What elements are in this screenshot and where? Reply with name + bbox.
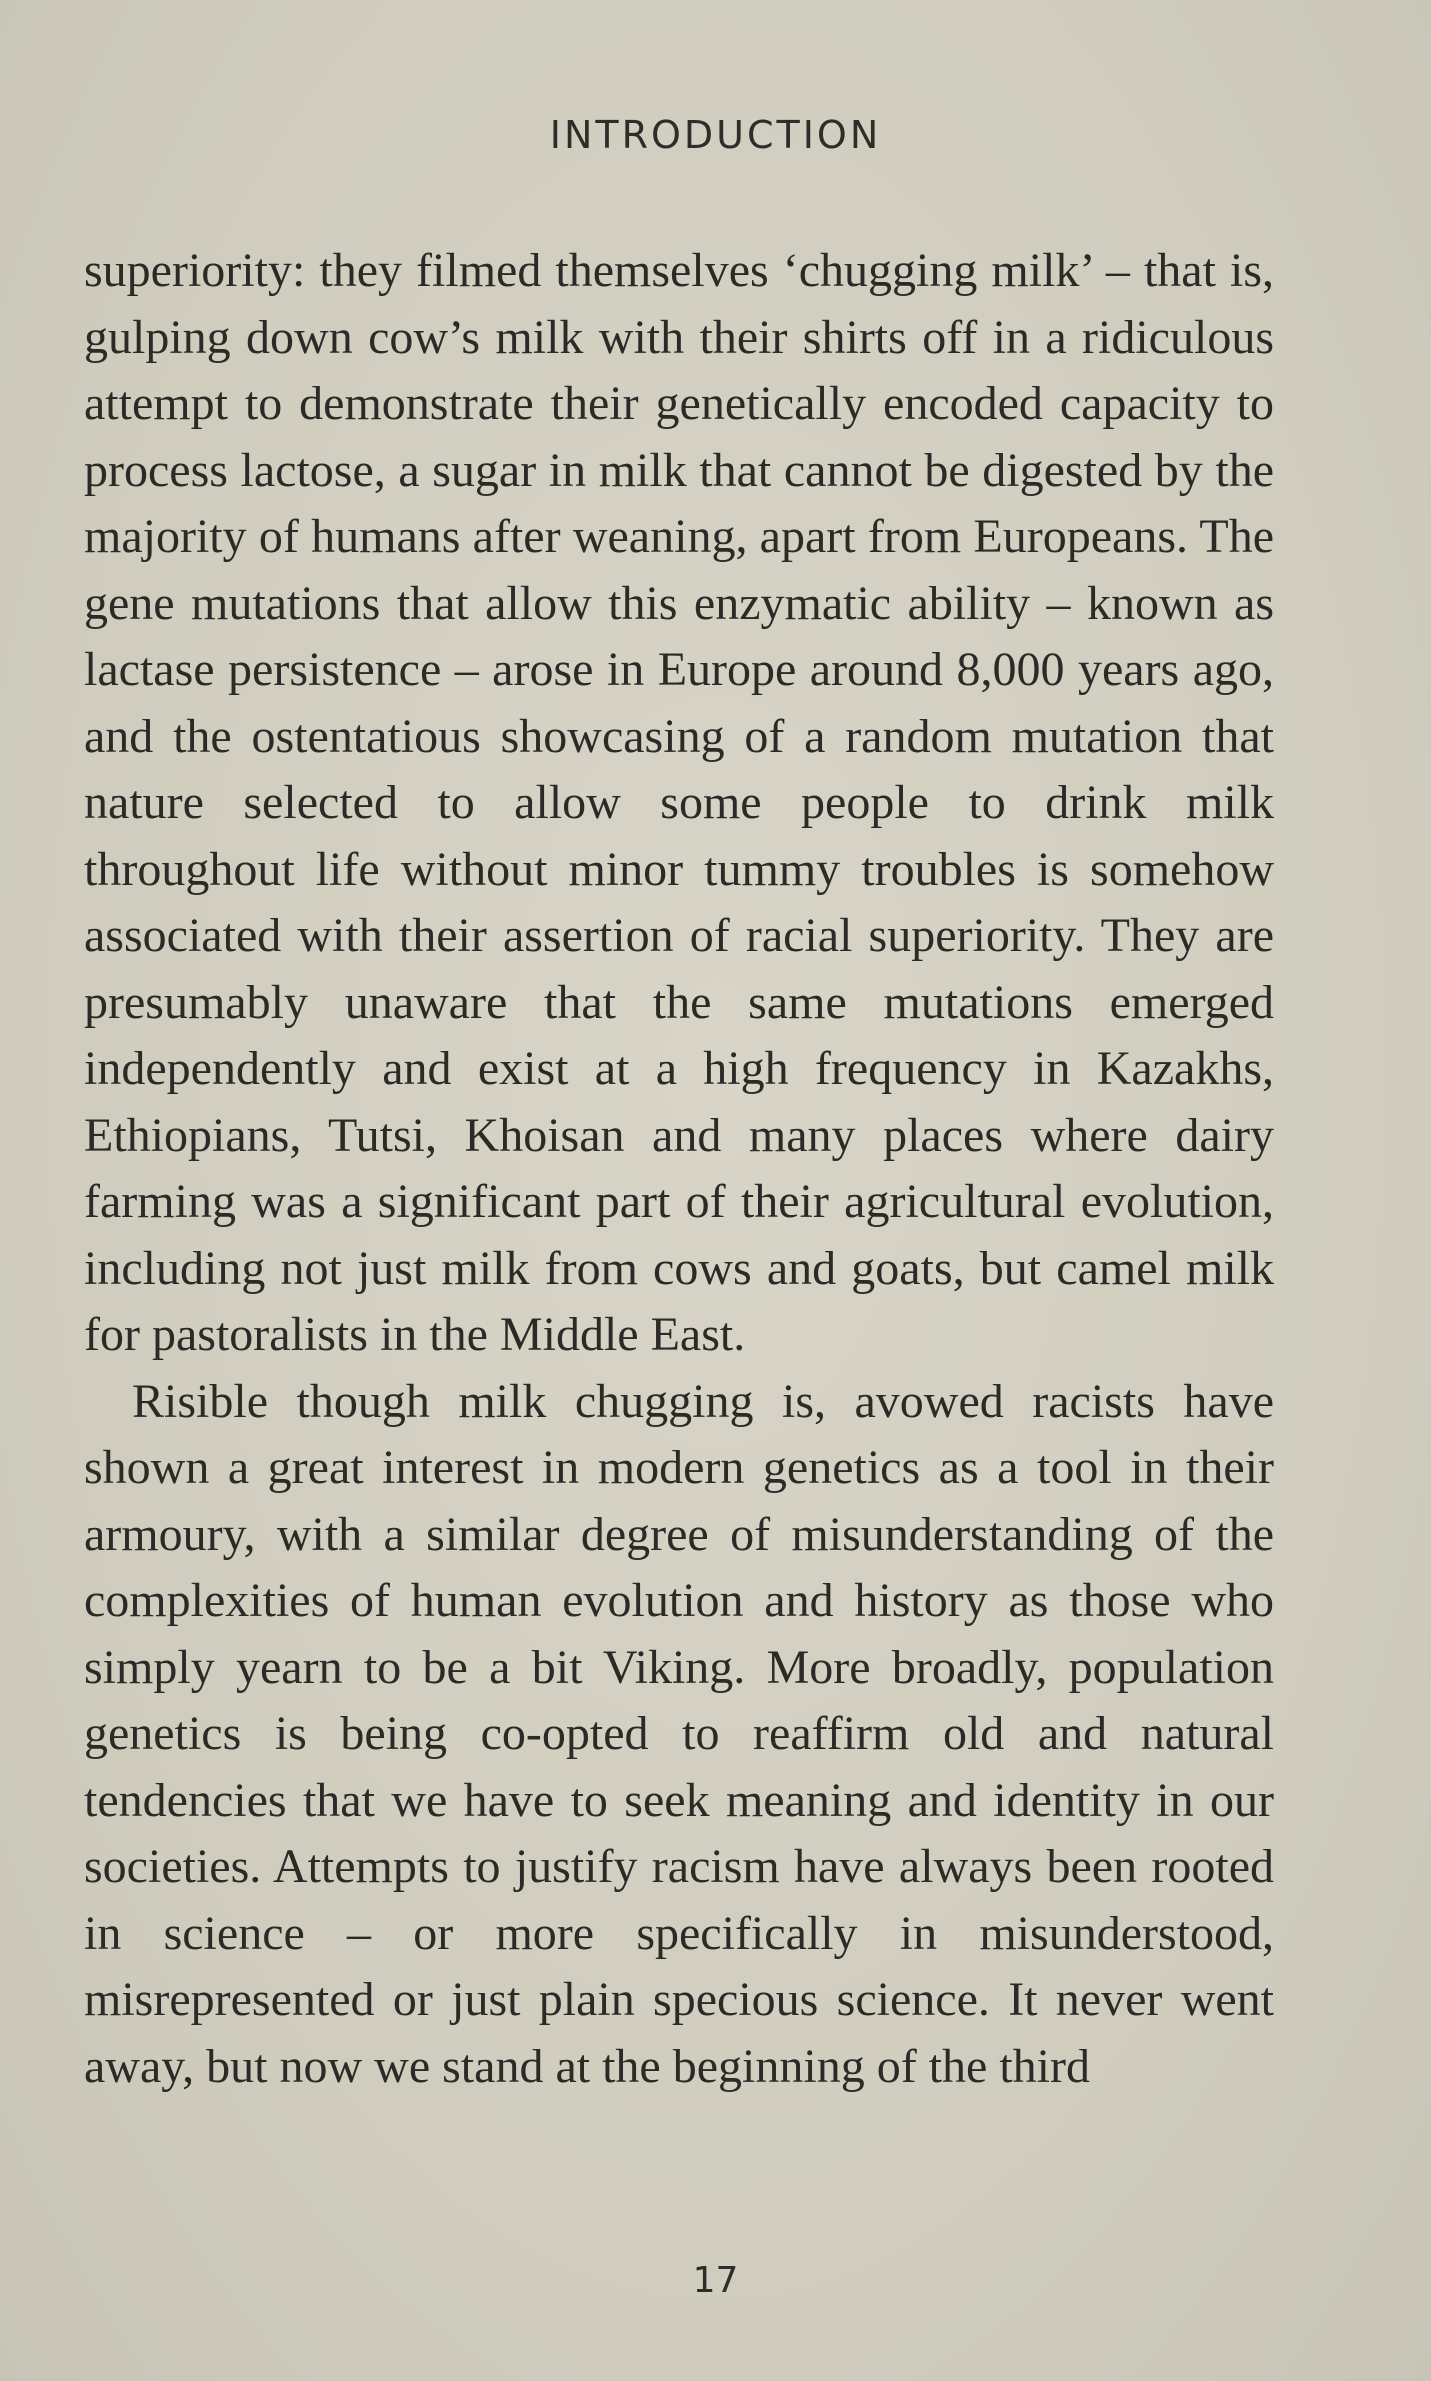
body-text <box>84 238 1274 2100</box>
paragraph-1: superiority: they filmed themselves ‘chugging milk’ – that is, gulping down cow’s milk with their shirts off in a ridiculous attempt to demonstrate their genetically encoded capacity to process lactose, a sugar in milk that cannot be digested by the majority of humans after weaning, apart from Europeans. The gene mutations that allow this enzymatic ability – known as lactase persistence – arose in Europe around 8,000 years ago, and the ostentatious showcasing of a random mutation that nature selected to allow some people to drink milk throughout life without minor tummy troubles is somehow associated with their assertion of racial superiority. They are presumably unaware that the same mutations emerged independently and exist at a high frequency in Kazakhs, Ethiopians, Tutsi, Khoisan and many places where dairy farming was a significant part of their agricultural evolution, including not just milk from cows and goats, but camel milk for pastoralists in the Middle East. <box>84 244 1274 1361</box>
running-head: INTRODUCTION <box>549 113 882 157</box>
paragraph-2: Risible though milk chugging is, avowed racists have shown a great interest in modern genetics as a tool in their armoury, with a similar degree of misunderstanding of the complexities of human evolution and history as those who simply yearn to be a bit Viking. More broadly, population genetics is being co-opted to reaffirm old and natural tendencies that we have to seek meaning and identity in our societies. Attempts to justify racism have always been rooted in science – or more specifically in misunderstood, misrepresented or just plain specious science. It never went away, but now we stand at the beginning of the third <box>84 1374 1274 2093</box>
page-number: 17 <box>692 2260 739 2301</box>
